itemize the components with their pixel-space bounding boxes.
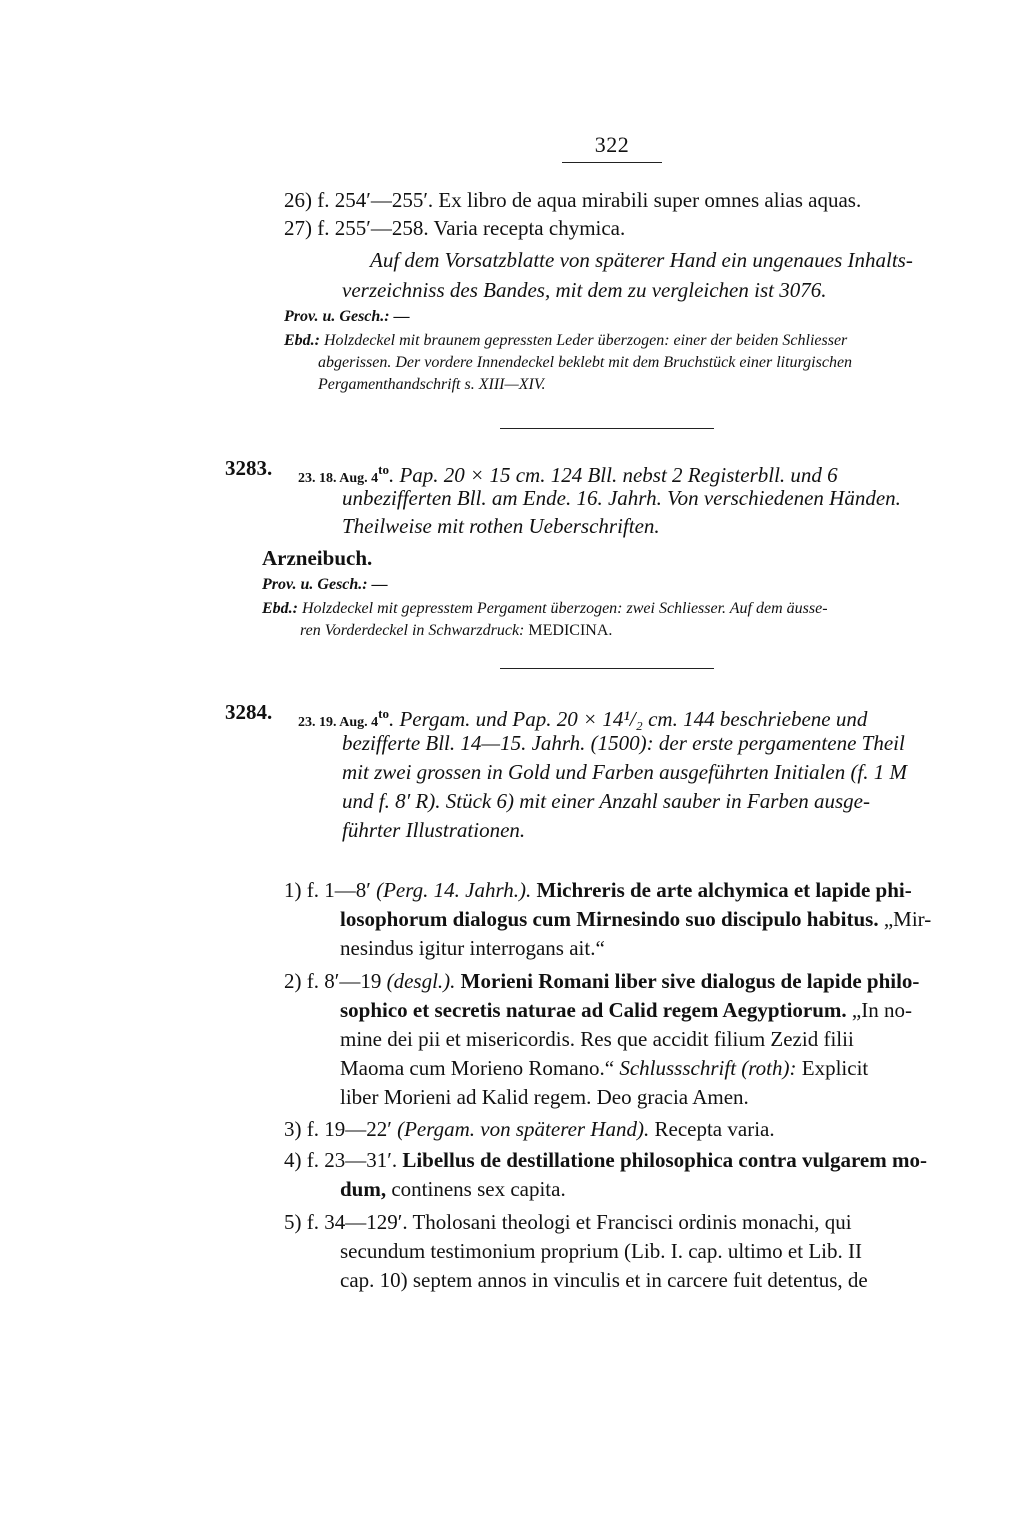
list-item-2-line-3: mine dei pii et misericordis. Res que accidit filium Zezid filii: [340, 1027, 854, 1051]
entry-3284-line-5: führter Illustrationen.: [342, 818, 526, 842]
list-item-1-ref: f. 1—8′: [306, 878, 377, 902]
entry-number-3284: 3284.: [225, 700, 273, 724]
binding-line-2: abgerissen. Der vordere Innendeckel beklebt mit dem Bruchstück einer liturgischen: [318, 354, 853, 371]
entry-3283-title: Arzneibuch.: [262, 546, 373, 570]
provenance: Prov. u. Gesch.: —: [284, 308, 410, 325]
section-divider: [500, 428, 714, 429]
list-item-2-line-1: [284, 967, 919, 995]
list-item-4-title: Libellus de destillatione philosophica contra vulgarem mo-: [397, 1148, 927, 1172]
entry-3284-sig-sup: to: [378, 706, 389, 721]
list-item-2-line-2: [340, 996, 912, 1024]
entry-3284-line-2: bezifferte Bll. 14—15. Jahrh. (1500): der erste pergamentene Theil: [342, 731, 905, 755]
list-item-2-title-2: sophico et secretis naturae ad Calid regem Aegyptiorum.: [340, 998, 847, 1022]
list-item-1-line-1: [284, 876, 912, 904]
list-item-2-text-4a: Maoma cum Morieno Romano.“: [340, 1056, 620, 1080]
list-item-1-ref-note: (Perg. 14. Jahrh.).: [376, 878, 532, 902]
list-item-4-line-1: [284, 1146, 927, 1174]
binding-line-3: Pergamenthandschrift s. XIII—XIV.: [318, 376, 546, 393]
binding-label: Ebd.:: [284, 332, 320, 349]
entry-3283-binding-2: [300, 620, 612, 642]
list-item-4-number: 4): [284, 1148, 302, 1172]
entry-3283-binding-text-2: ren Vorderdeckel in Schwarzdruck:: [300, 622, 529, 639]
list-item-3-number: 3): [284, 1117, 302, 1141]
entry-3283-signature: 23. 18. Aug. 4: [298, 471, 379, 486]
list-item-1-title-2: losophorum dialogus cum Mirnesindo suo discipulo habitus.: [340, 907, 879, 931]
list-item-4-title-2: dum,: [340, 1177, 387, 1201]
list-item-3-ref: f. 19—22′: [306, 1117, 398, 1141]
entry-3283-provenance: Prov. u. Gesch.: —: [262, 576, 388, 593]
list-item-2-ref: f. 8′—19: [306, 969, 387, 993]
list-item-2-incipit: „In no-: [846, 998, 912, 1022]
list-item-5-number: 5): [284, 1210, 302, 1234]
item-27: 27) f. 255′—258. Varia recepta chymica.: [284, 216, 626, 240]
list-item-5-ref: f. 34—129′.: [306, 1210, 408, 1234]
entry-3284-signature: 23. 19. Aug. 4: [298, 715, 379, 730]
entry-number-3283: 3283.: [225, 456, 273, 480]
entry-3283-binding-caps: MEDICINA.: [528, 622, 613, 639]
list-item-2-text-4b: Explicit: [796, 1056, 869, 1080]
note-line-1: Auf dem Vorsatzblatte von späterer Hand ein ungenaues Inhalts-: [370, 248, 913, 272]
item-26: 26) f. 254′—255′. Ex libro de aqua mirabili super omnes alias aquas.: [284, 188, 862, 212]
list-item-5-line-3: cap. 10) septem annos in vinculis et in carcere fuit detentus, de: [340, 1268, 868, 1292]
entry-3284-line-3: mit zwei grossen in Gold und Farben ausgeführten Initialen (f. 1 M: [342, 760, 908, 784]
binding-text-1: Holzdeckel mit braunem gepressten Leder überzogen: einer der beiden Schliesser: [320, 332, 848, 349]
entry-3284-line-4: und f. 8′ R). Stück 6) mit einer Anzahl sauber in Farben ausge-: [342, 789, 870, 813]
list-item-5-line-2: secundum testimonium proprium (Lib. I. cap. ultimo et Lib. II: [340, 1239, 862, 1263]
note-line-2: verzeichniss des Bandes, mit dem zu vergleichen ist 3076.: [342, 278, 827, 302]
list-item-3-line-1: [284, 1115, 775, 1143]
list-item-2-number: 2): [284, 969, 302, 993]
entry-3283-desc-1: . Pap. 20 × 15 cm. 124 Bll. nebst 2 Registerbll. und 6: [388, 463, 838, 487]
list-item-1-line-2: [340, 905, 931, 933]
list-item-2-ref-note: (desgl.).: [386, 969, 456, 993]
entry-3283-line-3: Theilweise mit rothen Ueberschriften.: [342, 514, 660, 538]
list-item-4-ref: f. 23—31′.: [306, 1148, 398, 1172]
list-item-2-line-5: liber Morieni ad Kalid regem. Deo gracia Amen.: [340, 1085, 749, 1109]
list-item-1-number: 1): [284, 878, 302, 902]
list-item-3-ref-note: (Pergam. von späterer Hand).: [397, 1117, 650, 1141]
list-item-2-colophon-label: Schlussschrift (roth):: [619, 1056, 797, 1080]
list-item-2-line-4: [340, 1054, 868, 1082]
list-item-5-line-1: [284, 1208, 852, 1236]
list-item-5-text: Tholosani theologi et Francisci ordinis monachi, qui: [407, 1210, 852, 1234]
list-item-1-incipit: „Mir-: [878, 907, 932, 931]
list-item-2-title: Morieni Romani liber sive dialogus de lapide philo-: [455, 969, 920, 993]
binding-line-1: [284, 330, 847, 352]
entry-3283-sig-sup: to: [378, 462, 389, 477]
entry-3283-line-2: unbezifferten Bll. am Ende. 16. Jahrh. Von verschiedenen Händen.: [342, 486, 901, 510]
entry-3283-binding-text-1: Holzdeckel mit gepresstem Pergament überzogen: zwei Schliesser. Auf dem äusse-: [298, 600, 828, 617]
list-item-4-line-2: [340, 1175, 566, 1203]
entry-3283-binding-label: Ebd.:: [262, 600, 298, 617]
page-number: 322: [594, 132, 630, 157]
entry-3283-binding-1: [262, 598, 828, 620]
list-item-1-line-3: nesindus igitur interrogans ait.“: [340, 936, 605, 960]
list-item-3-text: Recepta varia.: [649, 1117, 775, 1141]
entry-3284-desc-1: . Pergam. und Pap. 20 × 14¹/₂ cm. 144 beschriebene und: [388, 707, 868, 731]
section-divider-2: [500, 668, 714, 669]
page-number-rule: [562, 162, 662, 163]
list-item-1-title: Michreris de arte alchymica et lapide phi-: [531, 878, 912, 902]
list-item-4-text: continens sex capita.: [386, 1177, 566, 1201]
